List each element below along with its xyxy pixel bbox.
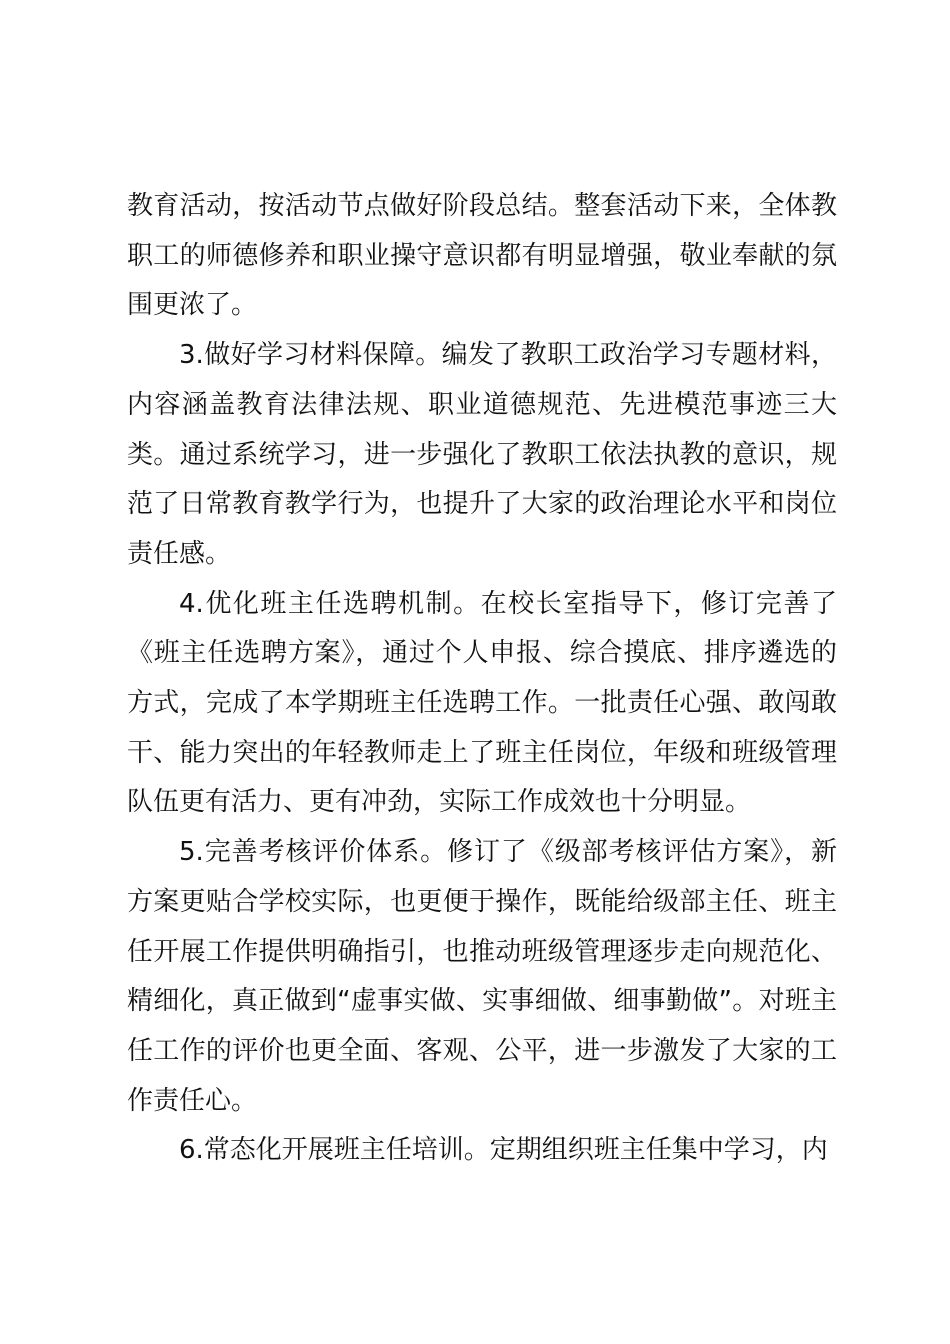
paragraph-item-6: 6.常态化开展班主任培训。定期组织班主任集中学习，内 <box>179 1135 828 1166</box>
paragraph-item-3: 3.做好学习材料保障。编发了教职工政治学习专题材料，内容涵盖教育法律法规、职业道德规范、先进模范事迹三大类。通过系统学习，进一步强化了教职工依法执教的意识，规范了日常教育教学行为，也提升了大家的政治理论水平和岗位责任感。 <box>127 340 837 569</box>
paragraph-item-4: 4.优化班主任选聘机制。在校长室指导下，修订完善了《班主任选聘方案》，通过个人申报、综合摸底、排序遴选的方式，完成了本学期班主任选聘工作。一批责任心强、敢闯敢干、能力突出的年轻教师走上了班主任岗位，年级和班级管理队伍更有活力、更有冲劲，实际工作成效也十分明显。 <box>127 588 837 818</box>
paragraph-item-5: 5.完善考核评价体系。修订了《级部考核评估方案》，新方案更贴合学校实际，也更便于操作，既能给级部主任、班主任开展工作提供明确指引，也推动班级管理逐步走向规范化、精细化，真正做到“虚事实做、实事细做、细事勤做”。对班主任工作的评价也更全面、客观、公平，进一步激发了大家的工作责任心。 <box>127 837 837 1116</box>
paragraph-continuation: 教育活动，按活动节点做好阶段总结。整套活动下来，全体教职工的师德修养和职业操守意识都有明显增强，敬业奉献的氛围更浓了。 <box>127 191 837 321</box>
document-body <box>127 182 837 1176</box>
